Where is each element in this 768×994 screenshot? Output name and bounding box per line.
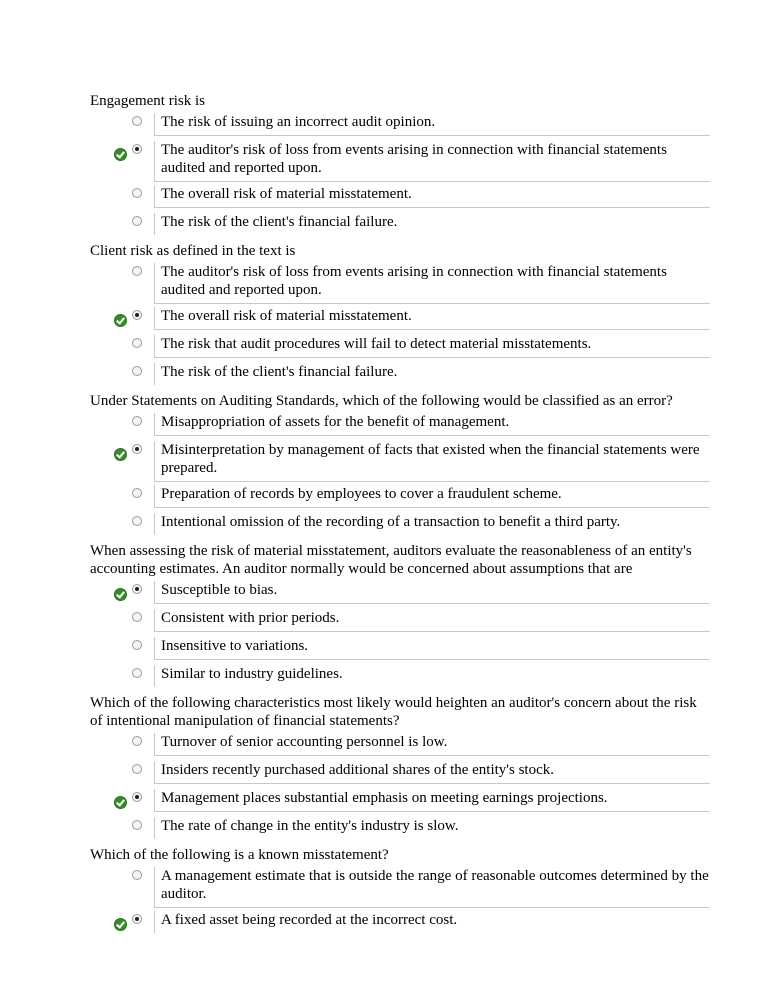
answer-option[interactable] [90, 512, 710, 538]
answer-label: Misinterpretation by management of facts that existed when the financial statements were prepared. [154, 441, 710, 482]
answer-option[interactable] [90, 334, 710, 360]
answer-label: A management estimate that is outside the range of reasonable outcomes determined by the auditor. [154, 867, 710, 908]
question-text: Which of the following characteristics most likely would heighten an auditor's concern about the risk of intentional manipulation of financial statements? [90, 695, 697, 729]
check-circle-icon [114, 148, 127, 161]
radio-button-icon[interactable] [132, 488, 142, 498]
answer-option[interactable] [90, 112, 710, 138]
quiz-page [90, 92, 710, 940]
answer-option[interactable] [90, 664, 710, 690]
answer-label: The overall risk of material misstatement. [154, 185, 710, 208]
radio-button-icon[interactable] [132, 736, 142, 746]
radio-button-icon[interactable] [132, 668, 142, 678]
answer-option[interactable] [90, 262, 710, 304]
question-text: Under Statements on Auditing Standards, which of the following would be classified as an error? [90, 393, 673, 409]
question [90, 392, 710, 538]
radio-button-icon[interactable] [132, 310, 142, 320]
answer-label: The auditor's risk of loss from events arising in connection with financial statements audited and reported upon. [154, 263, 710, 304]
answer-option[interactable] [90, 866, 710, 908]
answer-label: The auditor's risk of loss from events arising in connection with financial statements audited and reported upon. [154, 141, 710, 182]
radio-button-icon[interactable] [132, 640, 142, 650]
answer-label: The risk of the client's financial failure. [154, 363, 710, 385]
answer-label: Misappropriation of assets for the benefit of management. [154, 413, 710, 436]
answer-option[interactable] [90, 636, 710, 662]
answer-option[interactable] [90, 412, 710, 438]
answer-option[interactable] [90, 212, 710, 238]
radio-button-icon[interactable] [132, 416, 142, 426]
check-circle-icon [114, 314, 127, 327]
answer-label: Intentional omission of the recording of a transaction to benefit a third party. [154, 513, 710, 535]
answer-option[interactable] [90, 788, 710, 814]
radio-button-icon[interactable] [132, 366, 142, 376]
radio-button-icon[interactable] [132, 188, 142, 198]
answer-option[interactable] [90, 362, 710, 388]
radio-button-icon[interactable] [132, 792, 142, 802]
radio-button-icon[interactable] [132, 820, 142, 830]
answer-label: The overall risk of material misstatement. [154, 307, 710, 330]
radio-button-icon[interactable] [132, 914, 142, 924]
answer-label: A fixed asset being recorded at the incorrect cost. [154, 911, 710, 933]
question-text: Client risk as defined in the text is [90, 243, 296, 259]
question-text: When assessing the risk of material misstatement, auditors evaluate the reasonableness of an entity's accounting estimates. An auditor normally would be concerned about assumptions that are [90, 543, 692, 577]
question [90, 242, 710, 388]
answer-label: Consistent with prior periods. [154, 609, 710, 632]
radio-button-icon[interactable] [132, 144, 142, 154]
question [90, 542, 710, 690]
answer-label: Turnover of senior accounting personnel is low. [154, 733, 710, 756]
answer-label: The risk of the client's financial failure. [154, 213, 710, 235]
radio-button-icon[interactable] [132, 516, 142, 526]
answer-option[interactable] [90, 184, 710, 210]
radio-button-icon[interactable] [132, 612, 142, 622]
radio-button-icon[interactable] [132, 338, 142, 348]
answer-label: Insensitive to variations. [154, 637, 710, 660]
answer-label: Insiders recently purchased additional shares of the entity's stock. [154, 761, 710, 784]
radio-button-icon[interactable] [132, 116, 142, 126]
check-circle-icon [114, 796, 127, 809]
answer-option[interactable] [90, 140, 710, 182]
answer-option[interactable] [90, 910, 710, 936]
radio-button-icon[interactable] [132, 764, 142, 774]
answer-option[interactable] [90, 816, 710, 842]
radio-button-icon[interactable] [132, 584, 142, 594]
answer-label: The risk that audit procedures will fail to detect material misstatements. [154, 335, 710, 358]
answer-option[interactable] [90, 608, 710, 634]
check-circle-icon [114, 448, 127, 461]
radio-button-icon[interactable] [132, 870, 142, 880]
answer-option[interactable] [90, 440, 710, 482]
question-text: Which of the following is a known misstatement? [90, 847, 389, 863]
answer-label: The rate of change in the entity's industry is slow. [154, 817, 710, 839]
answer-label: Similar to industry guidelines. [154, 665, 710, 687]
answer-label: Management places substantial emphasis on meeting earnings projections. [154, 789, 710, 812]
check-circle-icon [114, 588, 127, 601]
answer-option[interactable] [90, 484, 710, 510]
answer-option[interactable] [90, 732, 710, 758]
answer-label: The risk of issuing an incorrect audit opinion. [154, 113, 710, 136]
answer-option[interactable] [90, 306, 710, 332]
radio-button-icon[interactable] [132, 444, 142, 454]
radio-button-icon[interactable] [132, 266, 142, 276]
question [90, 92, 710, 238]
check-circle-icon [114, 918, 127, 931]
answer-label: Susceptible to bias. [154, 581, 710, 604]
answer-option[interactable] [90, 580, 710, 606]
answer-option[interactable] [90, 760, 710, 786]
radio-button-icon[interactable] [132, 216, 142, 226]
question [90, 694, 710, 842]
question [90, 846, 710, 936]
question-text: Engagement risk is [90, 93, 205, 109]
answer-label: Preparation of records by employees to cover a fraudulent scheme. [154, 485, 710, 508]
